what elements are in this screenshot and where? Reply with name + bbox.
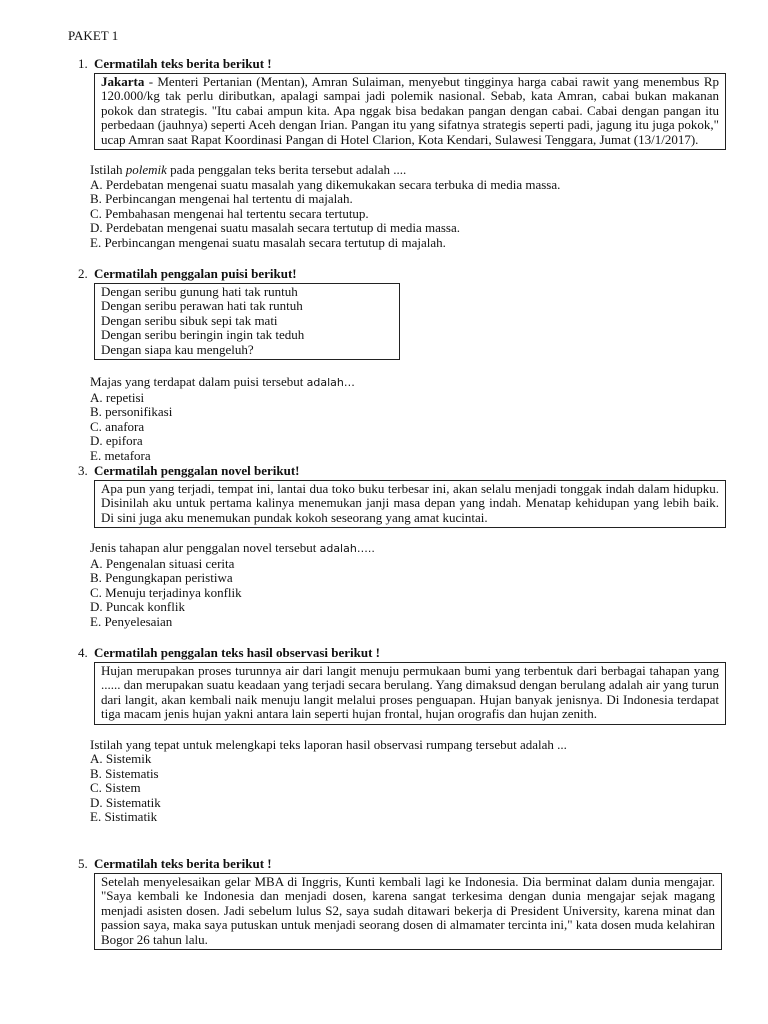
- answer-options: [90, 391, 738, 464]
- news-text-box: [94, 73, 726, 151]
- question-title: Cermatilah penggalan puisi berikut!: [94, 266, 297, 281]
- option-d[interactable]: D. Sistematik: [90, 794, 161, 810]
- observation-text-box: [94, 662, 726, 725]
- answer-options: [90, 557, 738, 630]
- question-number: 4.: [78, 645, 88, 660]
- option-a[interactable]: A. Perdebatan mengenai suatu masalah yang dikemukakan secara terbuka di media massa.: [90, 176, 561, 192]
- option-c[interactable]: C. anafora: [90, 418, 145, 434]
- question-2-header: [78, 267, 738, 282]
- question-3: [78, 464, 738, 629]
- option-d[interactable]: D. epifora: [90, 433, 143, 448]
- option-c[interactable]: C. Pembahasan mengenai hal tertentu secara tertutup.: [90, 205, 369, 221]
- option-b[interactable]: B. Pengungkapan peristiwa: [90, 570, 233, 585]
- paket-title: PAKET 1: [68, 28, 119, 43]
- question-title: Cermatilah penggalan teks hasil observasi berikut !: [94, 645, 381, 660]
- poem-line: Dengan seribu gunung hati tak runtuh: [101, 283, 298, 299]
- novel-excerpt-box: [94, 480, 726, 529]
- poem-line: Dengan seribu beringin ingin tak teduh: [101, 327, 305, 342]
- poem-box: [94, 283, 400, 361]
- option-d[interactable]: D. Perdebatan mengenai suatu masalah secara tertutup di media massa.: [90, 220, 461, 235]
- option-e[interactable]: E. Penyelesaian: [90, 613, 173, 629]
- poem-line: Dengan siapa kau mengeluh?: [101, 341, 254, 357]
- question-1: [78, 57, 738, 250]
- passage-text: Apa pun yang terjadi, tempat ini, lantai dua toko buku terbesar ini, akan selalu menjadi tonggak indah dalam hidupku. Disinilah aku untuk pertama kalinya menemukan janji masa depan yang indah. Menatap kehidupan yang lebih baik. Di sini juga aku menemukan pundak kokoh seseorang yang amat kucintai.: [101, 480, 719, 525]
- news-text-box: [94, 873, 722, 951]
- option-a[interactable]: A. Pengenalan situasi cerita: [90, 555, 235, 571]
- answer-options: [90, 178, 738, 251]
- question-1-header: [78, 57, 738, 72]
- question-stem: Istilah polemik pada penggalan teks berita tersebut adalah ....: [90, 162, 407, 177]
- option-e[interactable]: E. metafora: [90, 447, 151, 463]
- question-title: Cermatilah teks berita berikut !: [94, 56, 272, 71]
- option-b[interactable]: B. Perbincangan mengenai hal tertentu di majalah.: [90, 191, 353, 206]
- question-stem: Istilah yang tepat untuk melengkapi teks laporan hasil observasi rumpang tersebut adalah ...: [90, 736, 567, 752]
- question-number: 1.: [78, 56, 88, 71]
- question-number: 5.: [78, 856, 88, 871]
- question-5: [78, 857, 738, 950]
- question-title: Cermatilah penggalan novel berikut!: [94, 463, 300, 478]
- question-stem: Jenis tahapan alur penggalan novel tersebut adalah…..: [90, 540, 375, 555]
- question-5-header: [78, 857, 738, 872]
- answer-options: [90, 752, 738, 825]
- highlighted-term: polemik: [125, 162, 167, 177]
- option-a[interactable]: A. Sistemik: [90, 751, 152, 766]
- question-number: 3.: [78, 463, 88, 478]
- option-b[interactable]: B. personifikasi: [90, 404, 173, 419]
- passage-text: Hujan merupakan proses turunnya air dari langit menuju permukaan bumi yang terbentuk dari berbagai tahapan yang ...... dan merupakan suatu keadaan yang terjadi secara berulang. Yang dimaksud dengan berulang adalah air yang turun dari langit, akan kembali naik menuju langit melalui proses penguapan. Hujan banyak jenisnya. Di Indonesia terdapat tiga macam jenis hujan yakni antara lain seperti hujan frontal, hujan orografis dan hujan zenith.: [101, 662, 720, 721]
- passage-text: Setelah menyelesaikan gelar MBA di Inggris, Kunti kembali lagi ke Indonesia. Dia berminat dalam dunia mengajar. "Saya kembali ke Indonesia dan menjadi dosen, karena sangat terkesima dengan dunia mengajar sejak magang menjadi asisten dosen. Jadi sebelum lulus S2, saya sudah ditawari bekerja di President University, karena minat dan passion saya, maka saya putuskan untuk menjadi seorang dosen di almamater tercinta ini," kata dosen muda kelahiran Bogor 26 tahun lalu.: [101, 873, 715, 947]
- option-d[interactable]: D. Puncak konflik: [90, 599, 185, 614]
- question-4: [78, 646, 738, 825]
- question-4-header: [78, 646, 738, 661]
- option-b[interactable]: B. Sistematis: [90, 765, 159, 781]
- question-number: 2.: [78, 266, 88, 281]
- option-c[interactable]: C. Sistem: [90, 780, 141, 795]
- option-a[interactable]: A. repetisi: [90, 389, 145, 405]
- option-e[interactable]: E. Perbincangan mengenai suatu masalah secara tertutup di majalah.: [90, 234, 446, 250]
- question-stem: Majas yang terdapat dalam puisi tersebut adalah…: [90, 374, 355, 389]
- passage-lead: Jakarta: [101, 73, 145, 89]
- option-c[interactable]: C. Menuju terjadinya konflik: [90, 584, 242, 600]
- question-3-header: [78, 464, 738, 479]
- question-title: Cermatilah teks berita berikut !: [94, 856, 272, 871]
- question-2: [78, 267, 738, 463]
- poem-line: Dengan seribu sibuk sepi tak mati: [101, 312, 278, 328]
- option-e[interactable]: E. Sistimatik: [90, 809, 158, 824]
- passage-text: - Menteri Pertanian (Mentan), Amran Sulaiman, menyebut tingginya harga cabai rawit yang menembus Rp 120.000/kg tak perlu diributkan, apalagi sampai jadi polemik nasional. Sebab, kata Amran, cabai bukan makanan pokok dan strategis. "Itu cabai ampun kita. Apa nggak bisa bedakan pangan dengan cabai. Cabai dengan pangan itu perbedaan (jauhnya) seperti Aceh dengan Irian. Pangan itu yang sifatnya strategis seperti padi, jagung itu juga pokok," ucap Amran saat Rapat Koordinasi Pangan di Hotel Clarion, Kota Kendari, Sulawesi Tenggara, Jumat (13/1/2017).: [101, 73, 719, 147]
- poem-line: Dengan seribu perawan hati tak runtuh: [101, 298, 303, 313]
